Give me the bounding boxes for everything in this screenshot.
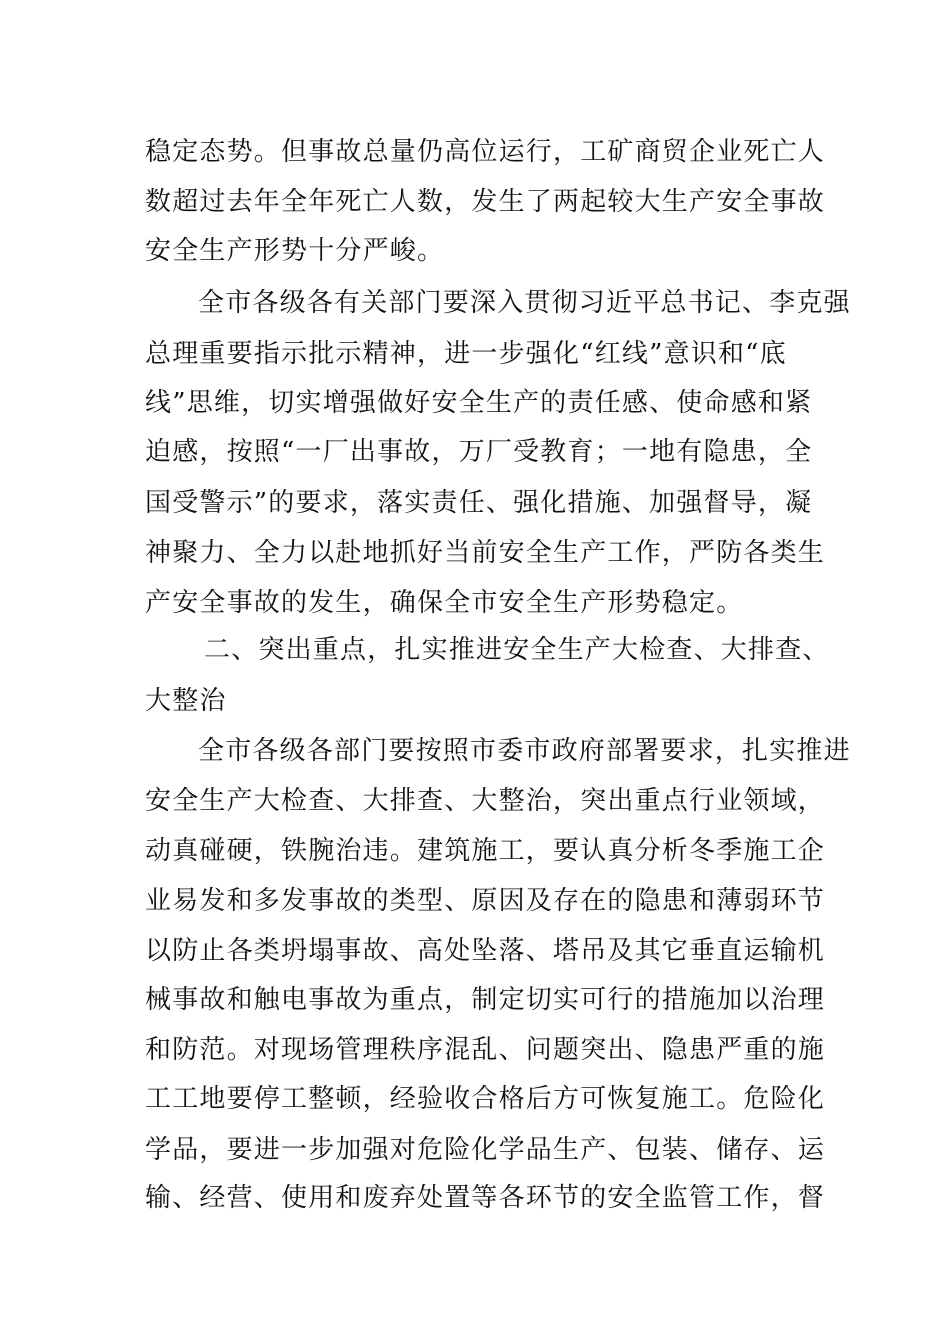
paragraph-first-line: 全市各级各部门要按照市委市政府部署要求，扎实推进 (198, 736, 851, 766)
text-line: 输、经营、使用和废弃处置等各环节的安全监管工作，督 (145, 1183, 826, 1213)
text-line: 工工地要停工整顿，经验收合格后方可恢复施工。危险化 (145, 1084, 826, 1114)
text-line: 学品，要进一步加强对危险化学品生产、包装、储存、运 (145, 1135, 826, 1165)
text-line: 业易发和多发事故的类型、原因及存在的隐患和薄弱环节 (145, 886, 826, 916)
text-line: 神聚力、全力以赴地抓好当前安全生产工作，严防各类生 (145, 538, 826, 568)
text-line: 数超过去年全年死亡人数，发生了两起较大生产安全事故 (145, 187, 826, 217)
text-line: 以防止各类坍塌事故、高处坠落、塔吊及其它垂直运输机 (145, 936, 826, 966)
paragraph-first-line: 全市各级各有关部门要深入贯彻习近平总书记、李克强 (198, 288, 851, 318)
section-heading-continued: 大整治 (145, 686, 227, 716)
text-line: 总理重要指示批示精神，进一步强化“红线”意识和“底 (145, 339, 787, 369)
text-line: 产安全事故的发生，确保全市安全生产形势稳定。 (145, 588, 744, 618)
text-line: 安全生产形势十分严峻。 (145, 236, 445, 266)
text-line: 迫感，按照“一厂出事故，万厂受教育；一地有隐患，全 (145, 437, 813, 467)
text-line: 动真碰硬，铁腕治违。建筑施工，要认真分析冬季施工企 (145, 836, 826, 866)
text-line: 国受警示”的要求，落实责任、强化措施、加强督导，凝 (145, 488, 813, 518)
text-line: 线”思维，切实增强做好安全生产的责任感、使命感和紧 (145, 388, 813, 418)
text-line: 和防范。对现场管理秩序混乱、问题突出、隐患严重的施 (145, 1035, 826, 1065)
text-line: 稳定态势。但事故总量仍高位运行，工矿商贸企业死亡人 (145, 137, 826, 167)
text-line: 械事故和触电事故为重点，制定切实可行的措施加以治理 (145, 985, 826, 1015)
text-line: 安全生产大检查、大排查、大整治，突出重点行业领域， (145, 786, 826, 816)
section-heading: 二、突出重点，扎实推进安全生产大检查、大排查、 (204, 635, 830, 665)
